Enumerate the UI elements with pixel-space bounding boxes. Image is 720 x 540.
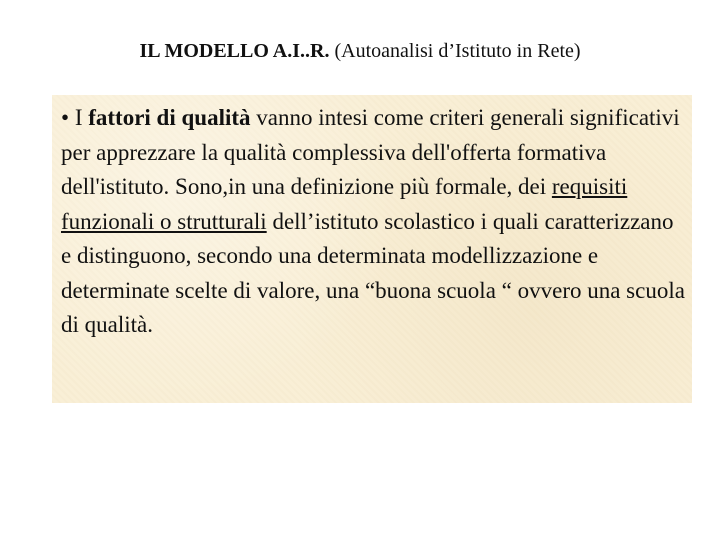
slide-title	[0, 38, 720, 64]
body-text-underlined-term: requisiti funzionali o strutturali	[61, 174, 628, 234]
bullet-marker: •	[61, 105, 70, 130]
body-text-intro: I	[74, 105, 89, 130]
body-paragraph	[61, 101, 686, 343]
title-acronym: IL MODELLO A.I..R.	[139, 40, 330, 62]
body-text-middle: vanno intesi come criteri generali significativi per apprezzare la qualità complessiva dell'offerta formativa dell'istituto. Sono,in una definizione più formale, dei	[61, 105, 680, 199]
title-expansion: (Autoanalisi d’Istituto in Rete)	[329, 40, 581, 62]
content-box	[52, 95, 692, 403]
body-text-end: dell’istituto scolastico i quali caratterizzano e distinguono, secondo una determinata modellizzazione e determinate scelte di valore, una “buona scuola “ ovvero una scuola di qualità.	[61, 208, 685, 337]
body-text-bold-term: fattori di qualità	[88, 105, 251, 130]
